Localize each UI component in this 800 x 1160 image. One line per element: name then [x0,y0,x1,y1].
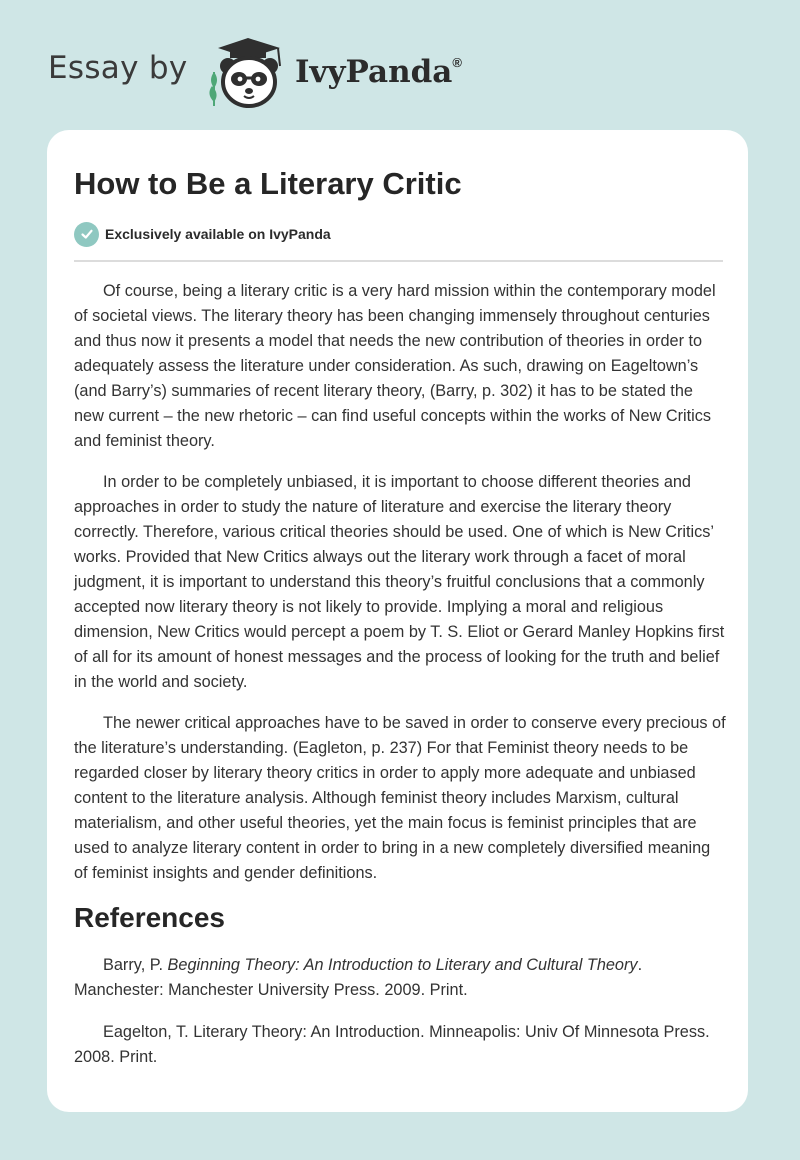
badge-text: Exclusively available on IvyPanda [105,226,331,242]
references-heading: References [74,902,225,933]
paragraph: The newer critical approaches have to be saved in order to conserve every precious of the literature’s understanding. (Eagleton, p. 237) For that Feminist theory needs to be regarded closer by literary theory critics in order to apply more adequate and unbiased content to the literature analysis. Although feminist theory includes Marxism, cultural materialism, and other useful theories, yet the main focus is feminist principles that are used to analyze literary content in order to bring in a new completely diversified meaning of feminist insights and gender definitions. [74,714,726,882]
essay-by-label: Essay by [48,50,188,86]
registered-mark: ® [452,54,462,70]
reference-item: Barry, P. Beginning Theory: An Introduction to Literary and Cultural Theory. Manchester: Manchester University Press. 2009. Print. [74,956,643,999]
paragraph: In order to be completely unbiased, it is important to choose different theories and approaches in order to study the nature of literature and exercise the literary theory correctly. Therefore, various critical theories should be used. One of which is New Critics’ works. Provided that New Critics always out the literary work through a facet of moral judgment, it is important to understand this theory’s fruitful conclusions that a commonly accepted now literary theory is not likely to provide. Implying a moral and religious dimension, New Critics would percept a poem by T. S. Eliot or Gerard Manley Hopkins first of all for its amount of honest messages and the process of looking for the truth and belief in the world and society. [74,473,725,691]
exclusive-badge [74,221,331,247]
panda-graduate-icon [200,36,296,110]
divider [74,260,723,262]
essay-card [47,130,748,1112]
reference-item: Eagelton, T. Literary Theory: An Introduction. Minneapolis: Univ Of Minnesota Press. 2008. Print. [74,1023,710,1066]
brand-name: IvyPanda® [295,54,462,90]
paragraph: Of course, being a literary critic is a very hard mission within the contemporary model of societal views. The literary theory has been changing immensely throughout centuries and thus now it presents a model that needs the new contribution of theories in order to adequately assess the literature under consideration. As such, drawing on Eageltown’s (and Barry’s) summaries of recent literary theory, (Barry, p. 302) it has to be stated the new current – the new rhetoric – can find useful concepts within the works of New Critics and feminist theory. [74,282,716,450]
check-circle-icon [74,222,99,247]
site-header [0,0,800,120]
essay-body [74,279,726,1087]
page-title: How to Be a Literary Critic [74,166,462,201]
